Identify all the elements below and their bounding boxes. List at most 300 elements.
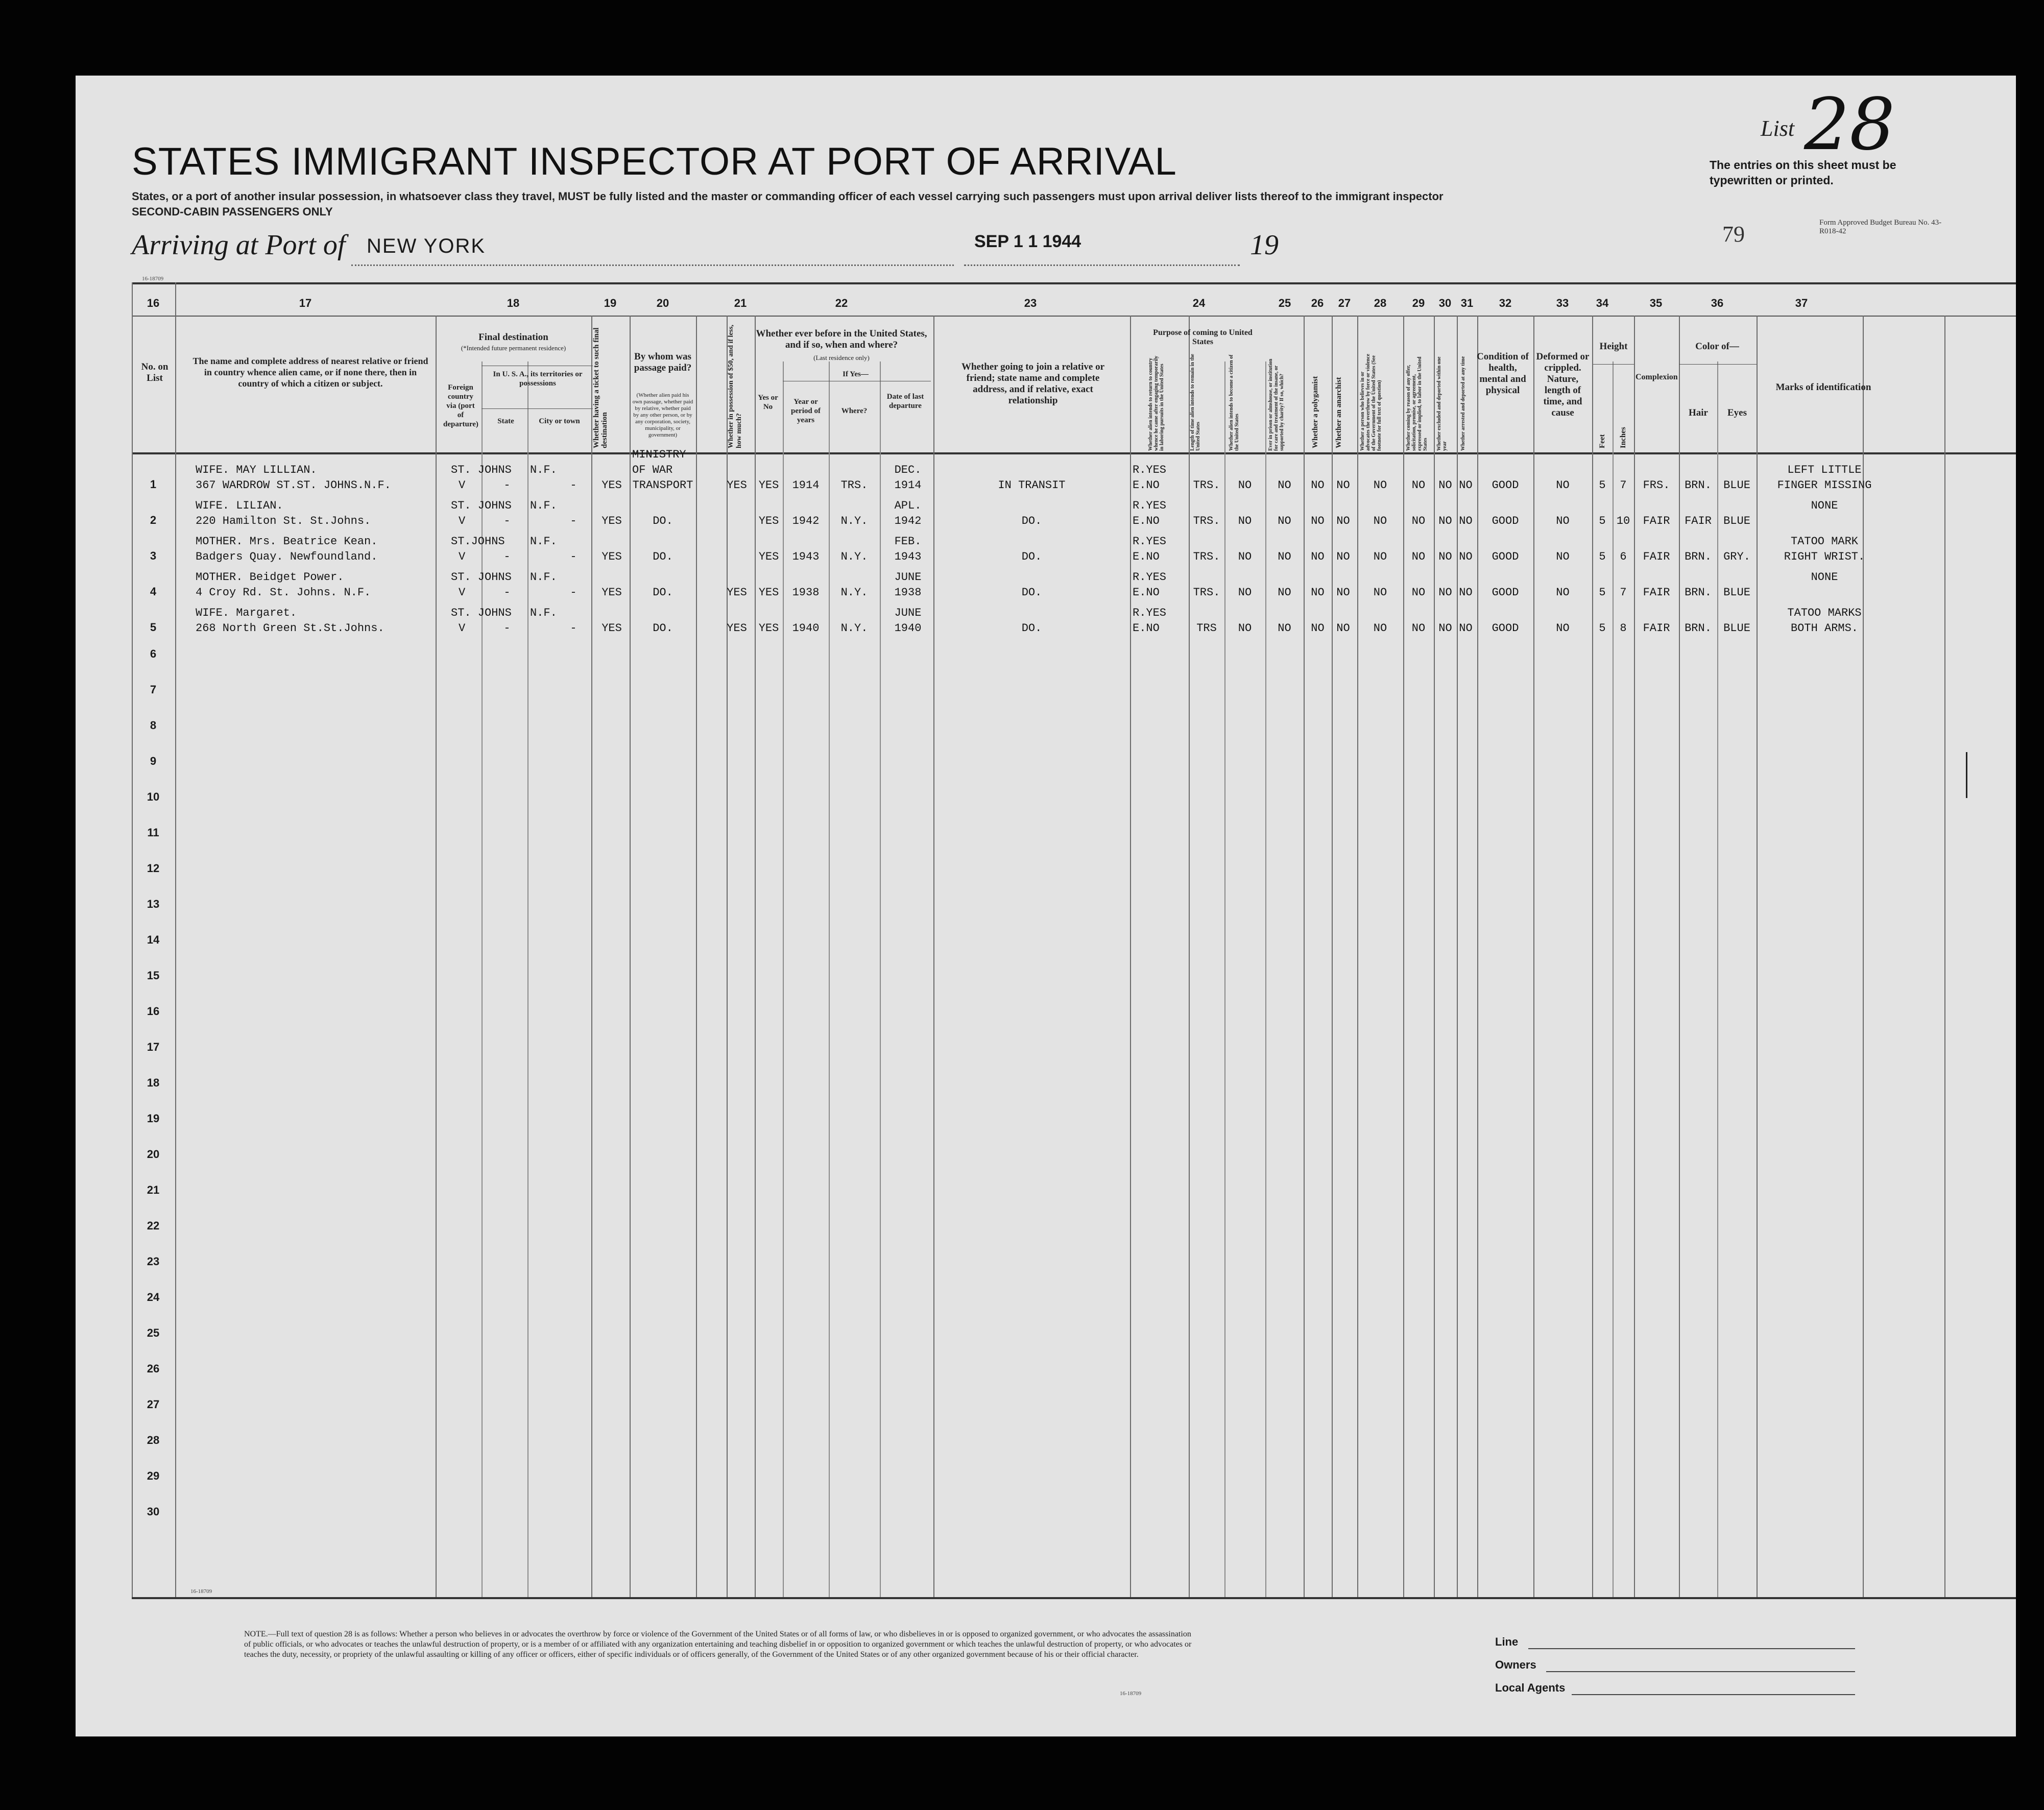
entry-p1: R.YES <box>1133 571 1167 584</box>
rule <box>482 408 593 409</box>
entries-note: The entries on this sheet must be typewritten or printed. <box>1710 158 1896 187</box>
column-number: 27 <box>1338 297 1351 309</box>
entry-foreign1: ST. JOHNS <box>451 499 512 512</box>
entry-where: TRS. <box>840 479 868 492</box>
column-number: 17 <box>299 297 312 309</box>
col33-header: Deformed or crippled. Nature, length of time, and cause <box>1536 351 1590 418</box>
entry-deformed: NO <box>1556 586 1570 599</box>
entry-marks1: LEFT LITTLE <box>1787 464 1862 476</box>
entry-health: GOOD <box>1492 550 1519 563</box>
col36-hair: Hair <box>1689 407 1708 418</box>
entry-marks2: FINGER MISSING <box>1777 479 1872 492</box>
entry-where: N.Y. <box>840 622 868 635</box>
entry-complexion: FAIR <box>1643 515 1670 527</box>
col24-length: Length of time alien intends to remain in the United States <box>1190 354 1201 451</box>
col18-header: Final destination <box>478 332 548 343</box>
entry-city: - <box>570 515 577 527</box>
column-divider <box>1224 361 1225 1597</box>
entry-rel: WIFE. MAY LILLIAN. <box>196 464 317 476</box>
entry-city: - <box>570 622 577 635</box>
entry-dep2: 1938 <box>894 586 922 599</box>
entry-paid3: TRANSPORT <box>632 479 693 492</box>
entry-paid3: DO. <box>653 622 673 635</box>
col36-eyes: Eyes <box>1727 407 1747 418</box>
rule <box>132 316 2016 317</box>
entry-state2: - <box>503 622 511 635</box>
row-number: 28 <box>147 1434 160 1446</box>
entry-hair: FAIR <box>1685 515 1712 527</box>
column-divider <box>1592 316 1593 1597</box>
entry-c25: NO <box>1278 479 1291 492</box>
col18-city: City or town <box>539 417 580 425</box>
entry-addr: Badgers Quay. Newfoundland. <box>196 550 378 563</box>
entry-join: IN TRANSIT <box>998 479 1066 492</box>
entry-c29: NO <box>1411 622 1426 635</box>
entry-health: GOOD <box>1492 586 1519 599</box>
col36-header: Color of— <box>1695 341 1739 352</box>
entry-p2: E.NO <box>1133 479 1160 492</box>
entry-foreign1: ST. JOHNS <box>451 464 512 476</box>
agents-field[interactable] <box>1572 1694 1855 1695</box>
col18-usa: In U. S. A., its territories or possessions <box>493 370 583 388</box>
entry-complexion: FAIR <box>1643 550 1670 563</box>
row-number: 20 <box>147 1148 160 1161</box>
column-number: 28 <box>1374 297 1387 309</box>
column-number: 24 <box>1192 297 1206 309</box>
row-number: 7 <box>150 683 157 696</box>
entry-inches: 6 <box>1620 550 1627 563</box>
entry-p2: E.NO <box>1133 550 1160 563</box>
owners-field[interactable] <box>1546 1671 1855 1672</box>
entry-c25: NO <box>1278 550 1291 563</box>
col22-yesno: Yes or No <box>758 394 778 411</box>
row-number: 2 <box>150 514 157 526</box>
entry-dep1: JUNE <box>894 571 922 584</box>
entry-feet: 5 <box>1599 550 1606 563</box>
line-field[interactable] <box>1528 1648 1855 1649</box>
second-cabin-label: SECOND-CABIN PASSENGERS ONLY <box>132 205 333 218</box>
entry-c25: NO <box>1278 515 1291 527</box>
entry-stay: TRS. <box>1193 586 1220 599</box>
entry-ticket: YES <box>602 515 622 527</box>
entry-c26: NO <box>1311 622 1325 635</box>
column-divider <box>1357 316 1358 1597</box>
entry-eyes: GRY. <box>1723 550 1750 563</box>
entry-ticket: YES <box>602 622 622 635</box>
entry-paid1: MINISTRY <box>632 448 686 461</box>
entry-p1: R.YES <box>1133 535 1167 548</box>
entry-p1: R.YES <box>1133 499 1167 512</box>
footnote-q28: NOTE.—Full text of question 28 is as follows: Whether a person who believes in or advocates the overthrow by force or violence of the Government of the United States or of all forms of law, or who disbelieves in or is opposed to organized government, or who advocates the assassination of public officials, or who advocates or teaches the unlawful destruction of property, or is a member of or affiliated with any organization entertaining and teaching disbelief in or opposition to organized government or which teaches the unlawful destruction of property, or who advocates or teaches the duty, necessity, or propriety of the unlawful assaulting or killing of any officer or officers, either of specific individuals or of officers generally, of the Government of the United States or of any other organized government because of his or their official character. <box>244 1630 1192 1659</box>
date-underline <box>964 264 1240 266</box>
column-number: 35 <box>1649 297 1663 309</box>
entry-where: N.Y. <box>840 515 868 527</box>
row-number: 24 <box>147 1291 160 1304</box>
column-number: 26 <box>1311 297 1324 309</box>
entry-rel: WIFE. Margaret. <box>196 607 297 619</box>
entry-join: DO. <box>1021 586 1042 599</box>
entry-deformed: NO <box>1556 515 1570 527</box>
entry-hair: BRN. <box>1685 479 1712 492</box>
entry-money: YES <box>727 622 747 635</box>
entry-c27: NO <box>1336 586 1350 599</box>
entry-foreign2: V <box>459 550 466 563</box>
column-divider <box>527 361 528 1597</box>
entry-feet: 5 <box>1599 586 1606 599</box>
row-number: 8 <box>150 719 157 732</box>
entry-dep1: FEB. <box>894 535 922 548</box>
col22-date: Date of last departure <box>886 393 924 410</box>
entry-state1: N.F. <box>530 571 557 584</box>
entry-health: GOOD <box>1492 515 1519 527</box>
entry-cit: NO <box>1238 622 1252 635</box>
list-number: 28 <box>1804 83 1895 166</box>
row-number: 14 <box>147 933 160 946</box>
row-number: 21 <box>147 1184 160 1196</box>
entry-before: YES <box>758 622 779 635</box>
col16-header: No. on List <box>141 361 169 383</box>
entry-dep2: 1940 <box>894 622 922 635</box>
entry-c26: NO <box>1311 515 1325 527</box>
entry-hair: BRN. <box>1685 550 1712 563</box>
rule <box>132 1597 2016 1599</box>
col25-header: Ever in prison or almshouse, or institution for care and treatment of the insane, or supported by charity? If so, which? <box>1268 358 1285 451</box>
entry-c28: NO <box>1373 515 1387 527</box>
col35-header: Complexion <box>1636 373 1678 381</box>
entry-cit: NO <box>1238 479 1252 492</box>
entry-eyes: BLUE <box>1723 515 1750 527</box>
entry-eyes: BLUE <box>1723 479 1750 492</box>
col18-state: State <box>497 417 514 425</box>
row-number: 3 <box>150 549 157 562</box>
entry-c27: NO <box>1336 515 1350 527</box>
entry-eyes: BLUE <box>1723 622 1750 635</box>
entry-city: - <box>570 550 577 563</box>
instructions-text <box>132 189 1740 220</box>
entry-hair: BRN. <box>1685 622 1712 635</box>
entry-c28: NO <box>1373 622 1387 635</box>
col18-foreign: Foreign country via (port of departure) <box>443 383 478 428</box>
row-number: 18 <box>147 1076 160 1089</box>
col24-citizen: Whether alien intends to become a citizen of the United States <box>1229 354 1240 451</box>
entry-before: YES <box>758 586 779 599</box>
rule <box>132 282 2016 284</box>
row-number: 27 <box>147 1398 160 1411</box>
entry-before: YES <box>758 550 779 563</box>
entry-dep1: DEC. <box>894 464 922 476</box>
entry-year: 1940 <box>792 622 820 635</box>
entry-hair: BRN. <box>1685 586 1712 599</box>
entry-c31: NO <box>1459 550 1473 563</box>
entry-feet: 5 <box>1599 479 1606 492</box>
rule <box>1679 364 1757 365</box>
entry-ticket: YES <box>602 586 622 599</box>
column-divider <box>1304 316 1305 1597</box>
row-number: 10 <box>147 790 160 803</box>
entry-c28: NO <box>1373 586 1387 599</box>
entry-c31: NO <box>1459 479 1473 492</box>
entry-rel: MOTHER. Mrs. Beatrice Kean. <box>196 535 378 548</box>
entry-stay: TRS <box>1196 622 1217 635</box>
entry-complexion: FAIR <box>1643 622 1670 635</box>
entry-paid3: DO. <box>653 515 673 527</box>
column-number: 34 <box>1596 297 1609 309</box>
entry-feet: 5 <box>1599 622 1606 635</box>
entry-before: YES <box>758 515 779 527</box>
entry-marks1: TATOO MARK <box>1790 535 1859 548</box>
row-number: 6 <box>150 647 157 660</box>
col24-header: Purpose of coming to United States <box>1153 328 1253 346</box>
list-label: List <box>1761 116 1795 141</box>
entry-dep2: 1943 <box>894 550 922 563</box>
entry-c29: NO <box>1411 515 1426 527</box>
entry-c30: NO <box>1438 622 1452 635</box>
entry-marks1: NONE <box>1811 571 1838 584</box>
entry-c26: NO <box>1311 586 1325 599</box>
entry-ticket: YES <box>602 479 622 492</box>
col22-header: Whether ever before in the United States, and if so, when and where? <box>756 328 927 350</box>
entry-where: N.Y. <box>840 550 868 563</box>
column-number: 31 <box>1460 297 1474 309</box>
entry-rel: WIFE. LILIAN. <box>196 499 283 512</box>
row-number: 13 <box>147 898 160 910</box>
row-number: 16 <box>147 1005 160 1018</box>
col34-feet: Feet <box>1598 434 1606 448</box>
entry-state2: - <box>503 515 511 527</box>
column-divider <box>1332 316 1333 1597</box>
entry-c30: NO <box>1438 479 1452 492</box>
rule <box>132 452 2016 454</box>
column-number: 23 <box>1024 297 1037 309</box>
entry-cit: NO <box>1238 550 1252 563</box>
entry-state2: - <box>503 479 511 492</box>
column-divider <box>591 316 592 1597</box>
port-underline <box>351 264 954 266</box>
entry-c29: NO <box>1411 550 1426 563</box>
column-number: 18 <box>507 297 520 309</box>
col22-note: (Last residence only) <box>813 354 870 361</box>
col32-header: Condition of health, mental and physical <box>1477 351 1529 396</box>
entry-addr: 4 Croy Rd. St. Johns. N.F. <box>196 586 371 599</box>
row-number: 15 <box>147 969 160 982</box>
col29-header: Whether coming by reason of any offer, solicitation, promise, or agreement, expressed or implied, to labor in the United States <box>1406 356 1428 451</box>
column-divider <box>1130 316 1131 1597</box>
column-divider <box>880 361 881 1597</box>
column-divider <box>933 316 934 1597</box>
col21-header: Whether in possession of $50, and if less, how much? <box>727 324 743 448</box>
entry-year: 1914 <box>792 479 820 492</box>
column-divider <box>1717 361 1718 1597</box>
entry-p2: E.NO <box>1133 515 1160 527</box>
entry-paid3: DO. <box>653 550 673 563</box>
col19-header: Whether having a ticket to such final destination <box>592 327 609 448</box>
row-number: 1 <box>150 478 157 491</box>
entry-city: - <box>570 586 577 599</box>
entry-c25: NO <box>1278 586 1291 599</box>
form-code: 16-18709 <box>142 276 164 282</box>
column-number: 33 <box>1556 297 1569 309</box>
column-divider <box>783 361 784 1597</box>
date-stamp: SEP 1 1 1944 <box>974 232 1081 251</box>
entry-deformed: NO <box>1556 550 1570 563</box>
col23-header: Whether going to join a relative or friend; state name and complete address, and if relative, exact relationship <box>961 361 1105 406</box>
col26-header: Whether a polygamist <box>1311 376 1319 448</box>
col22-ifyes: If Yes— <box>843 370 869 378</box>
entry-c28: NO <box>1373 550 1387 563</box>
entry-health: GOOD <box>1492 622 1519 635</box>
entry-foreign1: ST. JOHNS <box>451 571 512 584</box>
entry-dep1: APL. <box>894 499 922 512</box>
pencil-mark <box>1966 752 1967 798</box>
entry-stay: TRS. <box>1193 515 1220 527</box>
column-divider <box>1265 361 1266 1597</box>
entry-state1: N.F. <box>530 464 557 476</box>
column-number: 32 <box>1499 297 1512 309</box>
entry-c27: NO <box>1336 479 1350 492</box>
entry-complexion: FRS. <box>1643 479 1670 492</box>
row-number: 22 <box>147 1219 160 1232</box>
owners-label: Owners <box>1495 1658 1536 1671</box>
entry-c31: NO <box>1459 586 1473 599</box>
column-number: 19 <box>604 297 617 309</box>
entry-state2: - <box>503 586 511 599</box>
row-number: 25 <box>147 1326 160 1339</box>
col20-header: By whom was passage paid? <box>634 351 692 373</box>
entry-foreign2: V <box>459 622 466 635</box>
bottom-form-code: 16-18709 <box>190 1588 212 1595</box>
entry-money: YES <box>727 479 747 492</box>
column-number: 20 <box>656 297 669 309</box>
entry-c29: NO <box>1411 479 1426 492</box>
column-number: 21 <box>734 297 747 309</box>
entry-stay: TRS. <box>1193 479 1220 492</box>
col20-note: (Whether alien paid his own passage, whether paid by relative, whether paid by any other person, or by any corporation, society, municipality, or government) <box>632 392 693 438</box>
agents-label: Local Agents <box>1495 1681 1566 1694</box>
column-divider <box>696 316 697 1597</box>
row-number: 9 <box>150 755 157 767</box>
instructions-line: States, or a port of another insular possession, in whatsoever class they travel, MUST be fully listed and the master or commanding officer of each vessel carrying such passengers must upon arrival deliver lists thereof to the immigrant inspector <box>132 190 1444 203</box>
entry-paid2: OF WAR <box>632 464 673 476</box>
col27-header: Whether an anarchist <box>1335 377 1343 448</box>
year-prefix: 19 <box>1250 229 1279 261</box>
entry-addr: 268 North Green St.St.Johns. <box>196 622 384 635</box>
entry-c30: NO <box>1438 586 1452 599</box>
col24-return: Whether alien intends to return to country whence he came after engaging temporarily in laboring pursuits in the United States <box>1148 355 1165 451</box>
arriving-label: Arriving at Port of <box>132 229 346 261</box>
entry-c28: NO <box>1373 479 1387 492</box>
entry-stay: TRS. <box>1193 550 1220 563</box>
entry-c30: NO <box>1438 515 1452 527</box>
entry-addr: 367 WARDROW ST.ST. JOHNS.N.F. <box>196 479 391 492</box>
entry-c29: NO <box>1411 586 1426 599</box>
entry-health: GOOD <box>1492 479 1519 492</box>
entry-join: DO. <box>1021 550 1042 563</box>
entry-marks2: BOTH ARMS. <box>1790 622 1859 635</box>
column-divider <box>436 316 437 1597</box>
entry-state1: N.F. <box>530 535 557 548</box>
col31-header: Whether arrested and deported at any time <box>1460 356 1466 451</box>
stamp-number: 79 <box>1722 222 1745 247</box>
entry-c31: NO <box>1459 622 1473 635</box>
entry-c31: NO <box>1459 515 1473 527</box>
entry-city: - <box>570 479 577 492</box>
entry-c26: NO <box>1311 479 1325 492</box>
entry-paid3: DO. <box>653 586 673 599</box>
port-value: NEW YORK <box>367 235 486 257</box>
col34-header: Height <box>1599 341 1628 352</box>
column-divider <box>1189 316 1190 1597</box>
entry-year: 1938 <box>792 586 820 599</box>
entry-foreign2: V <box>459 586 466 599</box>
entry-foreign2: V <box>459 515 466 527</box>
column-divider <box>1679 316 1680 1597</box>
entry-c30: NO <box>1438 550 1452 563</box>
column-divider <box>1403 316 1404 1597</box>
entry-ticket: YES <box>602 550 622 563</box>
entry-inches: 10 <box>1616 515 1630 527</box>
column-divider <box>755 316 756 1597</box>
footnote-form-code: 16-18709 <box>1120 1691 1142 1697</box>
entry-dep2: 1914 <box>894 479 922 492</box>
line-label: Line <box>1495 1635 1519 1648</box>
column-divider <box>1434 316 1435 1597</box>
column-divider <box>1477 316 1478 1597</box>
entry-deformed: NO <box>1556 479 1570 492</box>
entry-dep1: JUNE <box>894 607 922 619</box>
column-number: 30 <box>1438 297 1452 309</box>
entry-inches: 7 <box>1620 479 1627 492</box>
entry-money: YES <box>727 586 747 599</box>
row-number: 12 <box>147 862 160 875</box>
entry-addr: 220 Hamilton St. St.Johns. <box>196 515 371 527</box>
column-number: 22 <box>835 297 848 309</box>
column-number: 37 <box>1795 297 1808 309</box>
column-number: 36 <box>1711 297 1724 309</box>
entry-dep2: 1942 <box>894 515 922 527</box>
entry-state2: - <box>503 550 511 563</box>
entry-c27: NO <box>1336 550 1350 563</box>
entry-join: DO. <box>1021 515 1042 527</box>
column-number: 25 <box>1278 297 1291 309</box>
row-number: 4 <box>150 585 157 598</box>
row-number: 23 <box>147 1255 160 1268</box>
column-divider <box>1944 316 1945 1597</box>
col37-header: Marks of identification <box>1775 382 1871 393</box>
column-divider <box>1533 316 1534 1597</box>
row-number: 30 <box>147 1505 160 1518</box>
entry-marks1: NONE <box>1811 499 1838 512</box>
entry-c25: NO <box>1278 622 1291 635</box>
column-divider <box>727 316 728 1597</box>
entry-feet: 5 <box>1599 515 1606 527</box>
row-number: 26 <box>147 1362 160 1375</box>
entry-p1: R.YES <box>1133 464 1167 476</box>
col22-where: Where? <box>841 407 868 415</box>
entry-complexion: FAIR <box>1643 586 1670 599</box>
rule <box>1593 364 1634 365</box>
col17-header: The name and complete address of nearest relative or friend in country whence alien came, or if none there, then in country of which a citizen or subject. <box>193 356 428 389</box>
col30-header: Whether excluded and deported within one year <box>1436 356 1448 451</box>
entry-cit: NO <box>1238 515 1252 527</box>
manifest-sheet <box>76 76 2016 1736</box>
row-number: 17 <box>147 1041 160 1053</box>
entry-inches: 8 <box>1620 622 1627 635</box>
entry-foreign1: ST.JOHNS <box>451 535 505 548</box>
entry-before: YES <box>758 479 779 492</box>
column-divider <box>1634 316 1635 1597</box>
column-divider <box>1757 316 1758 1597</box>
col22-year: Year or period of years <box>791 398 821 424</box>
